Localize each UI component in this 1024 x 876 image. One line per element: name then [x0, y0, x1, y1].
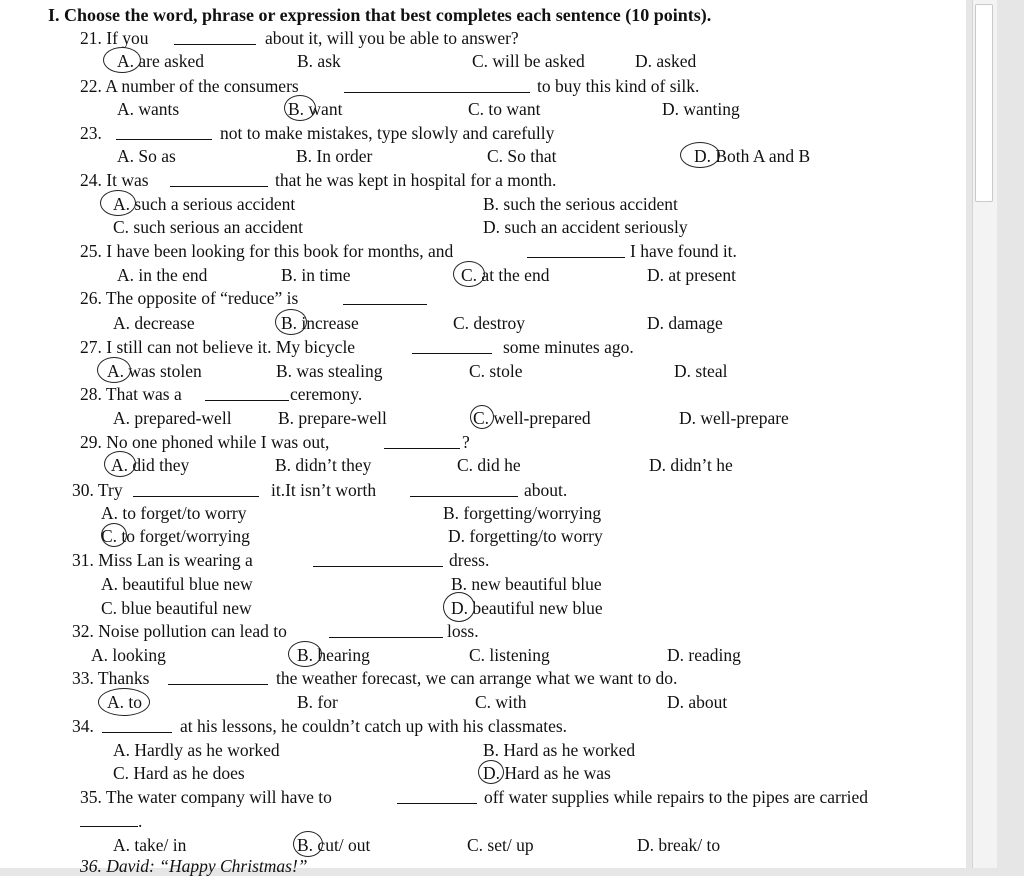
answer-circle-28 — [470, 405, 494, 429]
question-32-option-c: C. listening — [469, 645, 550, 665]
answer-circle-25 — [453, 261, 485, 287]
scrollbar-thumb[interactable] — [975, 4, 993, 202]
question-31-option-d: D. beautiful new blue — [451, 598, 603, 618]
question-35-text-3: . — [138, 811, 143, 831]
question-33-text-2: the weather forecast, we can arrange what we want to do. — [276, 668, 678, 688]
question-30-text-2: it.It isn’t worth — [271, 480, 377, 500]
question-24-blank — [170, 186, 268, 187]
question-22-option-c: C. to want — [468, 99, 541, 119]
question-21-blank — [174, 44, 256, 45]
question-29-option-d: D. didn’t he — [649, 455, 733, 475]
question-28-option-d: D. well-prepare — [679, 408, 789, 428]
answer-circle-27 — [97, 357, 131, 383]
answer-circle-26 — [275, 309, 307, 335]
question-25-text-2: I have found it. — [630, 241, 737, 261]
question-26-option-b: B. increase — [281, 313, 359, 333]
question-31-option-b: B. new beautiful blue — [451, 574, 602, 594]
question-32-option-a: A. looking — [91, 645, 166, 665]
question-31-text-2: dress. — [449, 550, 490, 570]
question-26-option-d: D. damage — [647, 313, 723, 333]
question-36-text-1: 36. David: “Happy Christmas!” — [80, 856, 308, 876]
question-28-option-a: A. prepared-well — [113, 408, 232, 428]
question-34-option-b: B. Hard as he worked — [483, 740, 636, 760]
question-29-blank — [384, 448, 460, 449]
question-35-text-1: 35. The water company will have to — [80, 787, 332, 807]
answer-circle-35 — [293, 831, 323, 857]
question-35-option-c: C. set/ up — [467, 835, 534, 855]
question-22-blank — [344, 92, 530, 93]
question-34-option-a: A. Hardly as he worked — [113, 740, 280, 760]
question-29-option-b: B. didn’t they — [275, 455, 372, 475]
question-30-option-c: C. to forget/worrying — [101, 526, 250, 546]
question-22-text-2: to buy this kind of silk. — [537, 76, 700, 96]
question-24-option-b: B. such the serious accident — [483, 194, 678, 214]
question-27-text-2: some minutes ago. — [503, 337, 634, 357]
question-25-option-a: A. in the end — [117, 265, 208, 285]
answer-circle-29 — [104, 451, 136, 477]
answer-circle-24 — [100, 190, 136, 216]
question-27-option-b: B. was stealing — [276, 361, 383, 381]
question-30-blank-2 — [410, 496, 518, 497]
question-28-option-c: C. well-prepared — [473, 408, 591, 428]
question-26-text-1: 26. The opposite of “reduce” is — [80, 288, 299, 308]
question-32-option-d: D. reading — [667, 645, 741, 665]
question-23-option-b: B. In order — [296, 146, 373, 166]
question-21-option-d: D. asked — [635, 51, 697, 71]
question-33-option-a: A. to — [107, 692, 142, 712]
question-24-text-1: 24. It was — [80, 170, 149, 190]
answer-circle-34 — [478, 760, 504, 784]
section-heading: I. Choose the word, phrase or expression that best completes each sentence (10 points). — [48, 5, 712, 25]
question-32-blank — [329, 637, 443, 638]
question-22-option-a: A. wants — [117, 99, 180, 119]
question-25-option-b: B. in time — [281, 265, 351, 285]
question-29-option-a: A. did they — [111, 455, 190, 475]
question-28-text-1: 28. That was a — [80, 384, 182, 404]
question-21-option-b: B. ask — [297, 51, 341, 71]
question-25-text-1: 25. I have been looking for this book for months, and — [80, 241, 454, 261]
question-34-text-1: 34. — [72, 716, 94, 736]
question-24-option-d: D. such an accident seriously — [483, 217, 688, 237]
answer-circle-31 — [443, 592, 475, 622]
question-30-option-d: D. forgetting/to worry — [448, 526, 603, 546]
question-27-text-1: 27. I still can not believe it. My bicycle — [80, 337, 356, 357]
question-35-blank-2 — [80, 826, 138, 827]
question-28-option-b: B. prepare-well — [278, 408, 387, 428]
question-30-option-b: B. forgetting/worrying — [443, 503, 602, 523]
question-27-option-d: D. steal — [674, 361, 728, 381]
question-32-option-b: B. hearing — [297, 645, 370, 665]
question-26-option-c: C. destroy — [453, 313, 525, 333]
answer-circle-21 — [103, 47, 141, 73]
question-28-text-2: ceremony. — [290, 384, 363, 404]
question-30-text-3: about. — [524, 480, 568, 500]
question-29-text-1: 29. No one phoned while I was out, — [80, 432, 330, 452]
question-27-option-c: C. stole — [469, 361, 523, 381]
question-31-option-a: A. beautiful blue new — [101, 574, 253, 594]
question-21-option-c: C. will be asked — [472, 51, 585, 71]
question-25-option-d: D. at present — [647, 265, 736, 285]
question-21-option-a: A. are asked — [117, 51, 204, 71]
question-27-option-a: A. was stolen — [107, 361, 202, 381]
question-27-blank — [412, 353, 492, 354]
question-21-text-2: about it, will you be able to answer? — [265, 28, 519, 48]
question-29-text-2: ? — [462, 432, 470, 452]
question-30-blank-1 — [133, 496, 259, 497]
answer-circle-30 — [101, 523, 127, 547]
question-31-blank — [313, 566, 443, 567]
question-33-text-1: 33. Thanks — [72, 668, 150, 688]
question-22-option-d: D. wanting — [662, 99, 740, 119]
question-35-blank-1 — [397, 803, 477, 804]
question-32-text-1: 32. Noise pollution can lead to — [72, 621, 287, 641]
question-29-option-c: C. did he — [457, 455, 521, 475]
answer-circle-33 — [98, 688, 150, 716]
question-34-blank — [102, 732, 172, 733]
question-22-option-b: B. want — [288, 99, 343, 119]
question-33-blank — [168, 684, 268, 685]
answer-circle-22 — [284, 95, 316, 121]
question-30-option-a: A. to forget/to worry — [101, 503, 247, 523]
question-31-text-1: 31. Miss Lan is wearing a — [72, 550, 253, 570]
question-25-option-c: C. at the end — [461, 265, 550, 285]
question-24-text-2: that he was kept in hospital for a month. — [275, 170, 557, 190]
question-33-option-d: D. about — [667, 692, 728, 712]
question-26-blank — [343, 304, 427, 305]
question-35-text-2: off water supplies while repairs to the pipes are carried — [484, 787, 869, 807]
question-22-text-1: 22. A number of the consumers — [80, 76, 299, 96]
question-23-text-1: 23. — [80, 123, 102, 143]
question-23-blank — [116, 139, 212, 140]
question-23-option-d: D. Both A and B — [694, 146, 811, 166]
question-35-option-a: A. take/ in — [113, 835, 187, 855]
answer-circle-23 — [680, 142, 720, 168]
question-26-option-a: A. decrease — [113, 313, 195, 333]
question-30-text-1: 30. Try — [72, 480, 123, 500]
question-35-option-b: B. cut/ out — [297, 835, 371, 855]
question-33-option-c: C. with — [475, 692, 527, 712]
question-35-option-d: D. break/ to — [637, 835, 721, 855]
question-34-option-c: C. Hard as he does — [113, 763, 245, 783]
question-32-text-2: loss. — [447, 621, 479, 641]
question-24-option-a: A. such a serious accident — [113, 194, 296, 214]
question-34-text-2: at his lessons, he couldn’t catch up with his classmates. — [180, 716, 568, 736]
question-23-option-a: A. So as — [117, 146, 176, 166]
answer-circle-32 — [288, 641, 322, 667]
question-34-option-d: D. Hard as he was — [483, 763, 611, 783]
question-24-option-c: C. such serious an accident — [113, 217, 304, 237]
question-21-text-1: 21. If you — [80, 28, 149, 48]
question-23-text-2: not to make mistakes, type slowly and carefully — [220, 123, 555, 143]
question-31-option-c: C. blue beautiful new — [101, 598, 252, 618]
question-25-blank — [527, 257, 625, 258]
question-33-option-b: B. for — [297, 692, 338, 712]
question-23-option-c: C. So that — [487, 146, 557, 166]
question-28-blank — [205, 400, 289, 401]
